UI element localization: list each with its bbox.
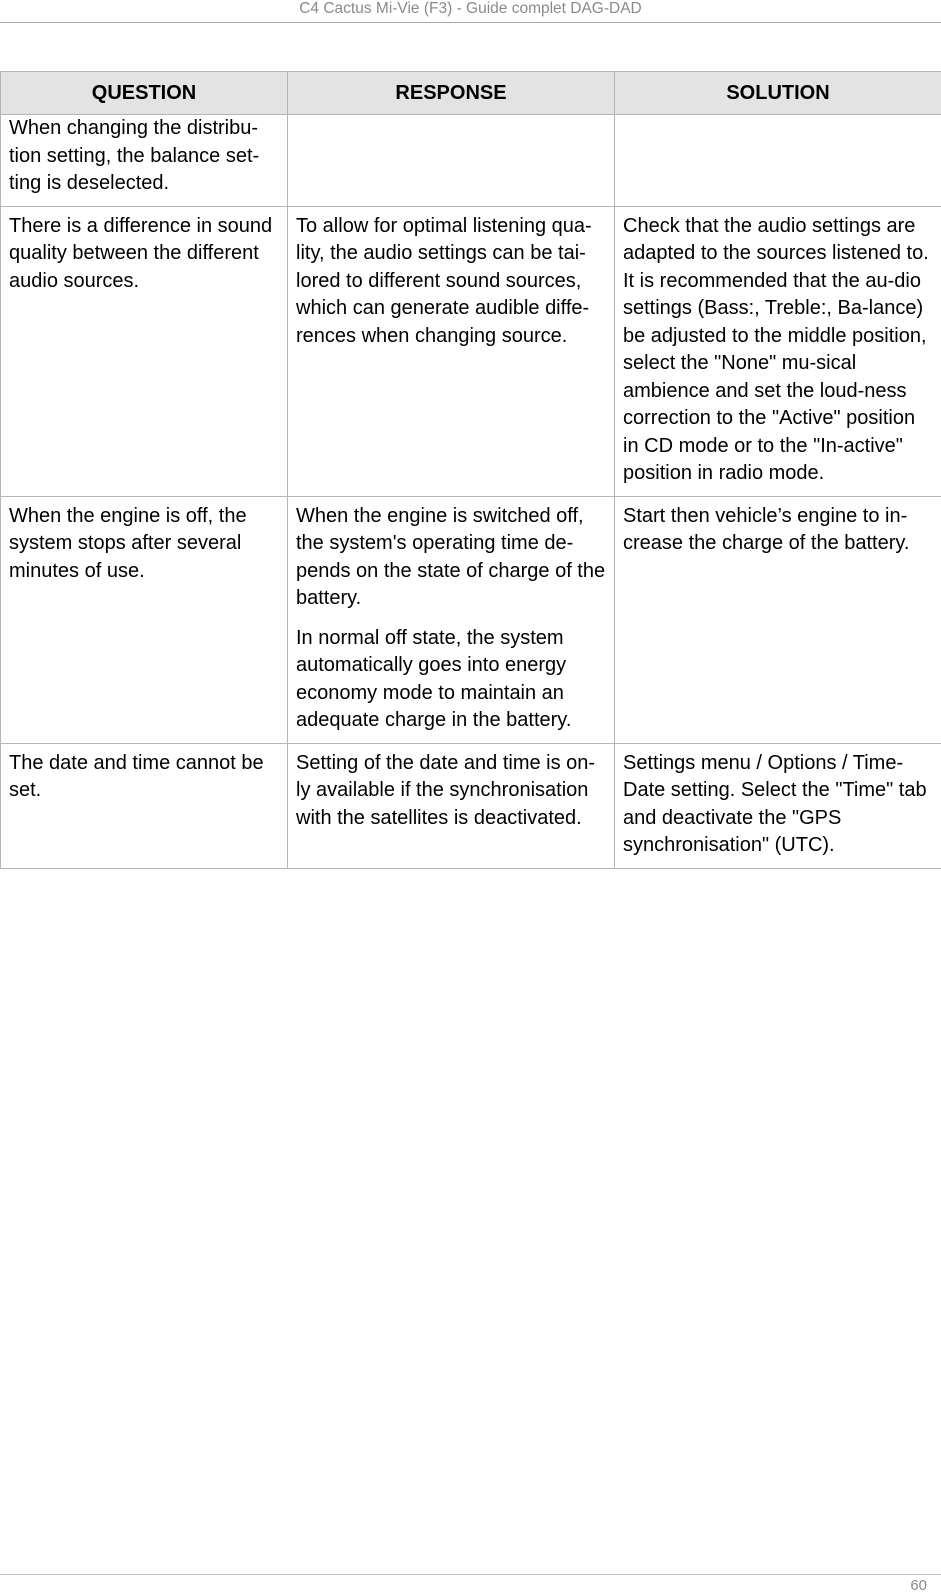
document-title: C4 Cactus Mi-Vie (F3) - Guide complet DAG-DAD	[299, 0, 642, 17]
troubleshooting-table	[0, 71, 941, 869]
solution-cell	[615, 115, 941, 207]
question-text: When changing the distribu-tion setting, the balance set-ting is deselected.	[9, 115, 279, 198]
question-cell	[1, 743, 288, 868]
response-cell	[288, 496, 615, 743]
solution-cell	[615, 496, 941, 743]
question-text: There is a difference in sound quality between the different audio sources.	[9, 213, 279, 296]
table-header-row	[1, 72, 941, 115]
question-text: The date and time cannot be set.	[9, 750, 279, 805]
page-number: 60	[910, 1577, 927, 1594]
page-header	[0, 0, 941, 23]
table-row	[1, 206, 941, 496]
response-text: Setting of the date and time is on-ly available if the synchronisation with the satellites is deactivated.	[296, 750, 606, 833]
table-row	[1, 743, 941, 868]
column-header-response: RESPONSE	[288, 72, 615, 115]
column-header-question: QUESTION	[1, 72, 288, 115]
solution-text: Settings menu / Options / Time-Date setting. Select the "Time" tab and deactivate the "GPS synchronisation" (UTC).	[623, 750, 933, 860]
question-cell	[1, 496, 288, 743]
question-cell	[1, 115, 288, 207]
table-row	[1, 496, 941, 743]
solution-text: Check that the audio settings are adapted to the sources listened to. It is recommended that the au-dio settings (Bass:, Treble:, Ba-lance) be adjusted to the middle position, select the "None" mu-sical ambience and set the loud-ness correction to the "Active" position in CD mode or to the "In-active" position in radio mode.	[623, 213, 933, 488]
response-text-secondary: In normal off state, the system automatically goes into energy economy mode to maintain an adequate charge in the battery.	[296, 625, 606, 735]
table-row	[1, 115, 941, 207]
response-text: To allow for optimal listening qua-lity, the audio settings can be tai-lored to different sound sources, which can generate audible diffe-rences when changing source.	[296, 213, 606, 351]
solution-text: Start then vehicle’s engine to in-crease the charge of the battery.	[623, 503, 933, 558]
question-cell	[1, 206, 288, 496]
response-cell	[288, 743, 615, 868]
response-cell	[288, 115, 615, 207]
solution-cell	[615, 206, 941, 496]
response-cell	[288, 206, 615, 496]
response-text: When the engine is switched off, the system's operating time de-pends on the state of charge of the battery.	[296, 503, 606, 613]
solution-cell	[615, 743, 941, 868]
question-text: When the engine is off, the system stops after several minutes of use.	[9, 503, 279, 586]
column-header-solution: SOLUTION	[615, 72, 941, 115]
page-footer-rule	[0, 1574, 941, 1575]
